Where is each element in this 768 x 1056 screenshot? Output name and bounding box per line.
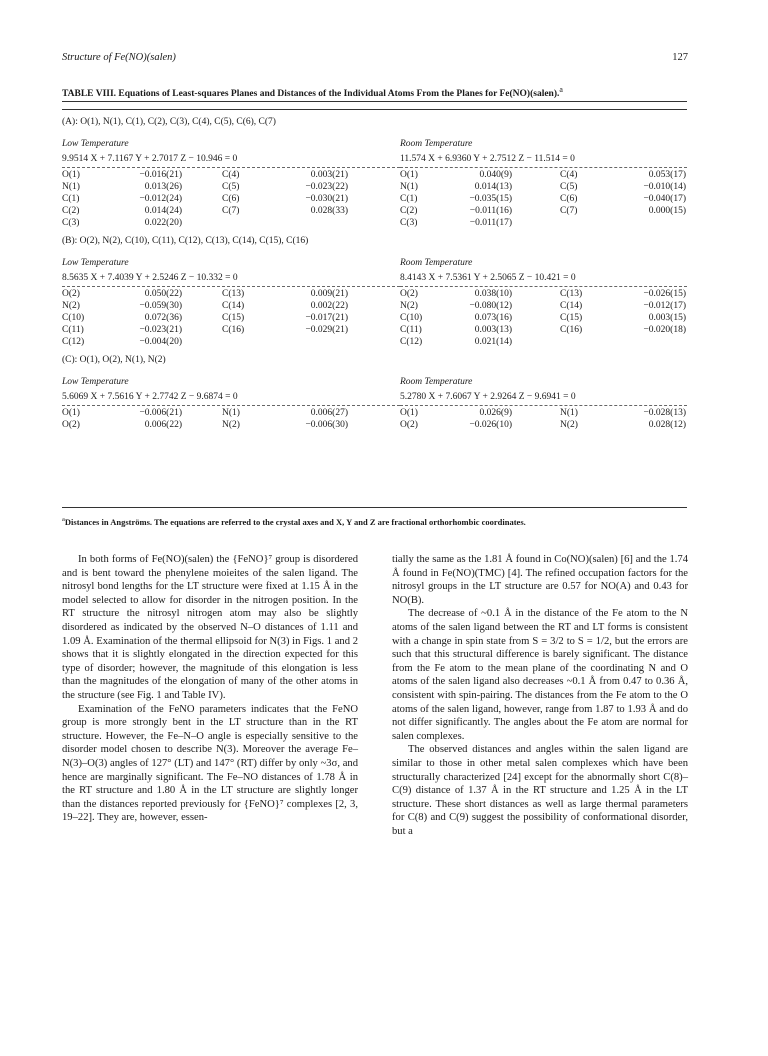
paragraph: The observed distances and angles within the salen ligand are similar to those in other metal salen complexes which have been structurally characterized [24] except for the abnormally short C(8)–C(9) distance of 1.37 Å in the RT structure and 1.25 Å in the LT structure. These short distances as well as large thermal parameters for C(8) and C(9) suggest the possibility of conformational disorder, but a [392, 744, 688, 837]
plane-equation: 9.9514 X + 7.1167 Y + 2.7017 Z − 10.946 = 0 [62, 153, 400, 168]
distance-row: C(3) 0.022(20) [62, 218, 182, 228]
low-temperature-block [62, 257, 400, 348]
body-text [62, 553, 688, 838]
left-text-column [62, 553, 358, 838]
distance-row: O(1) −0.006(21) N(1) 0.006(27) [62, 408, 348, 418]
temperature-label: Low Temperature [62, 377, 129, 387]
plane-equation: 5.6069 X + 7.5616 Y + 2.7742 Z − 9.6874 = 0 [62, 391, 400, 406]
plane-section-a [62, 116, 687, 229]
distance-row: C(11) 0.003(13) C(16) −0.020(18) [400, 325, 686, 335]
table-caption: TABLE VIII. Equations of Least-squares Planes and Distances of the Individual Atoms From the Planes for Fe(NO)(salen).$^a$ [62, 85, 563, 100]
plane-title: (C): O(1), O(2), N(1), N(2) [62, 355, 166, 365]
room-temperature-block [400, 376, 687, 431]
paragraph: The decrease of ~0.1 Å in the distance of the Fe atom to the N atoms of the salen ligand between the RT and LT forms is consistent with a change in spin state from S = 3/2 to S = 1/2, but the errors are such that this structural difference is barely significant. The distance from the Fe atom to the mean plane of the coordinating N and O atoms of the salen ligand also decreases ~0.1 Å from 0.47 to 0.36 Å, consistent with spin-pairing. The distances from the Fe atom to the O atoms of the salen ligand, however, range from 1.87 to 1.93 Å and do not differ significantly. The angles about the Fe atom are normal for salen complexes. [392, 608, 688, 742]
distance-row: C(11) −0.023(21) C(16) −0.029(21) [62, 325, 348, 335]
distance-row: O(1) −0.016(21) C(4) 0.003(21) [62, 170, 348, 180]
distance-row: C(3) −0.011(17) [400, 218, 512, 228]
planes-table [62, 112, 687, 437]
plane-title: (A): O(1), N(1), C(1), C(2), C(3), C(4), C(5), C(6), C(7) [62, 117, 276, 127]
distance-row: O(2) 0.038(10) C(13) −0.026(15) [400, 289, 686, 299]
table-footnote: $^a$Distances in Angströms. The equations are referred to the crystal axes and X, Y and Z are fractional orthorhombic coordinates. [62, 516, 526, 527]
running-title: Structure of Fe(NO)(salen) [62, 52, 176, 63]
distance-row: C(12) −0.004(20) [62, 337, 182, 347]
distance-row: O(2) 0.050(22) C(13) 0.009(21) [62, 289, 348, 299]
plane-equation: 11.574 X + 6.9360 Y + 2.7512 Z − 11.514 = 0 [400, 153, 687, 168]
distance-row: C(2) 0.014(24) C(7) 0.028(33) [62, 206, 348, 216]
room-temperature-block [400, 138, 687, 229]
temperature-label: Low Temperature [62, 258, 129, 268]
right-text-column [392, 553, 688, 838]
paragraph: In both forms of Fe(NO)(salen) the {FeNO}⁷ group is disordered and is bent toward the phenylene moieites of the salen ligand. The nitrosyl bond lengths for the LT structure were fixed at 1.15 Å in the model selected to allow for disorder in the nitrogen position. In the RT structure the nitrosyl nitrogen atom may also be slightly disordered as indicated by the observed N–O distances of 1.11 and 1.09 Å. Examination of the thermal ellipsoid for N(3) in Figs. 1 and 2 shows that it is slightly elongated in the direction expected for this type of disorder; however, the magnitude of this elongation is less than the magnitudes of the elongation of many of the other atoms in the structure (see Fig. 1 and Table IV). [62, 554, 358, 701]
low-temperature-block [62, 376, 400, 431]
distance-row: C(2) −0.011(16) C(7) 0.000(15) [400, 206, 686, 216]
distance-row: N(1) 0.013(26) C(5) −0.023(22) [62, 182, 348, 192]
distance-row: C(10) 0.073(16) C(15) 0.003(15) [400, 313, 686, 323]
paragraph: Examination of the FeNO parameters indicates that the FeNO group is more strongly bent in the LT structure than in the RT structure. However, the Fe–N–O angle is especially sensitive to the disorder model chosen to describe N(3). Moreover the average Fe–N(3)–O(3) angles of 127° (LT) and 147° (RT) differ by only ~3σ, and hence are marginally significant. The Fe–NO distances of 1.78 Å in the RT structure and 1.80 Å in the LT structure are slightly longer than the distances reported previously for {FeNO}⁷ complexes [2, 3, 19–22]. They are, however, essen- [62, 703, 358, 824]
distance-row: C(1) −0.012(24) C(6) −0.030(21) [62, 194, 348, 204]
plane-equation: 8.5635 X + 7.4039 Y + 2.5246 Z − 10.332 = 0 [62, 272, 400, 287]
temperature-label: Low Temperature [62, 139, 129, 149]
paragraph: tially the same as the 1.81 Å found in Co(NO)(salen) [6] and the 1.74 Å found in Fe(NO)(TMC) [4]. The refined occupation factors for the nitrosyl groups in the LT structure are 0.57 for NO(A) and 0.43 for NO(B). [392, 554, 688, 606]
distance-row: C(1) −0.035(15) C(6) −0.040(17) [400, 194, 686, 204]
distance-row: O(1) 0.040(9) C(4) 0.053(17) [400, 170, 686, 180]
plane-equation: 8.4143 X + 7.5361 Y + 2.5065 Z − 10.421 = 0 [400, 272, 687, 287]
low-temperature-block [62, 138, 400, 229]
plane-section-c [62, 354, 687, 431]
distance-row: C(10) 0.072(36) C(15) −0.017(21) [62, 313, 348, 323]
table-top-rule [62, 101, 687, 102]
table-head-rule [62, 109, 687, 110]
temperature-label: Room Temperature [400, 377, 473, 387]
distance-row: C(12) 0.021(14) [400, 337, 512, 347]
distance-row: N(2) −0.059(30) C(14) 0.002(22) [62, 301, 348, 311]
page-header [62, 52, 688, 68]
temperature-label: Room Temperature [400, 139, 473, 149]
temperature-label: Room Temperature [400, 258, 473, 268]
table-bottom-rule [62, 507, 687, 508]
page-number: 127 [672, 52, 688, 63]
plane-section-b [62, 235, 687, 348]
plane-equation: 5.2780 X + 7.6067 Y + 2.9264 Z − 9.6941 = 0 [400, 391, 687, 406]
distance-row: O(1) 0.026(9) N(1) −0.028(13) [400, 408, 686, 418]
plane-title: (B): O(2), N(2), C(10), C(11), C(12), C(13), C(14), C(15), C(16) [62, 236, 309, 246]
distance-row: N(2) −0.080(12) C(14) −0.012(17) [400, 301, 686, 311]
distance-row: N(1) 0.014(13) C(5) −0.010(14) [400, 182, 686, 192]
distance-row: O(2) −0.026(10) N(2) 0.028(12) [400, 420, 686, 430]
room-temperature-block [400, 257, 687, 348]
distance-row: O(2) 0.006(22) N(2) −0.006(30) [62, 420, 348, 430]
